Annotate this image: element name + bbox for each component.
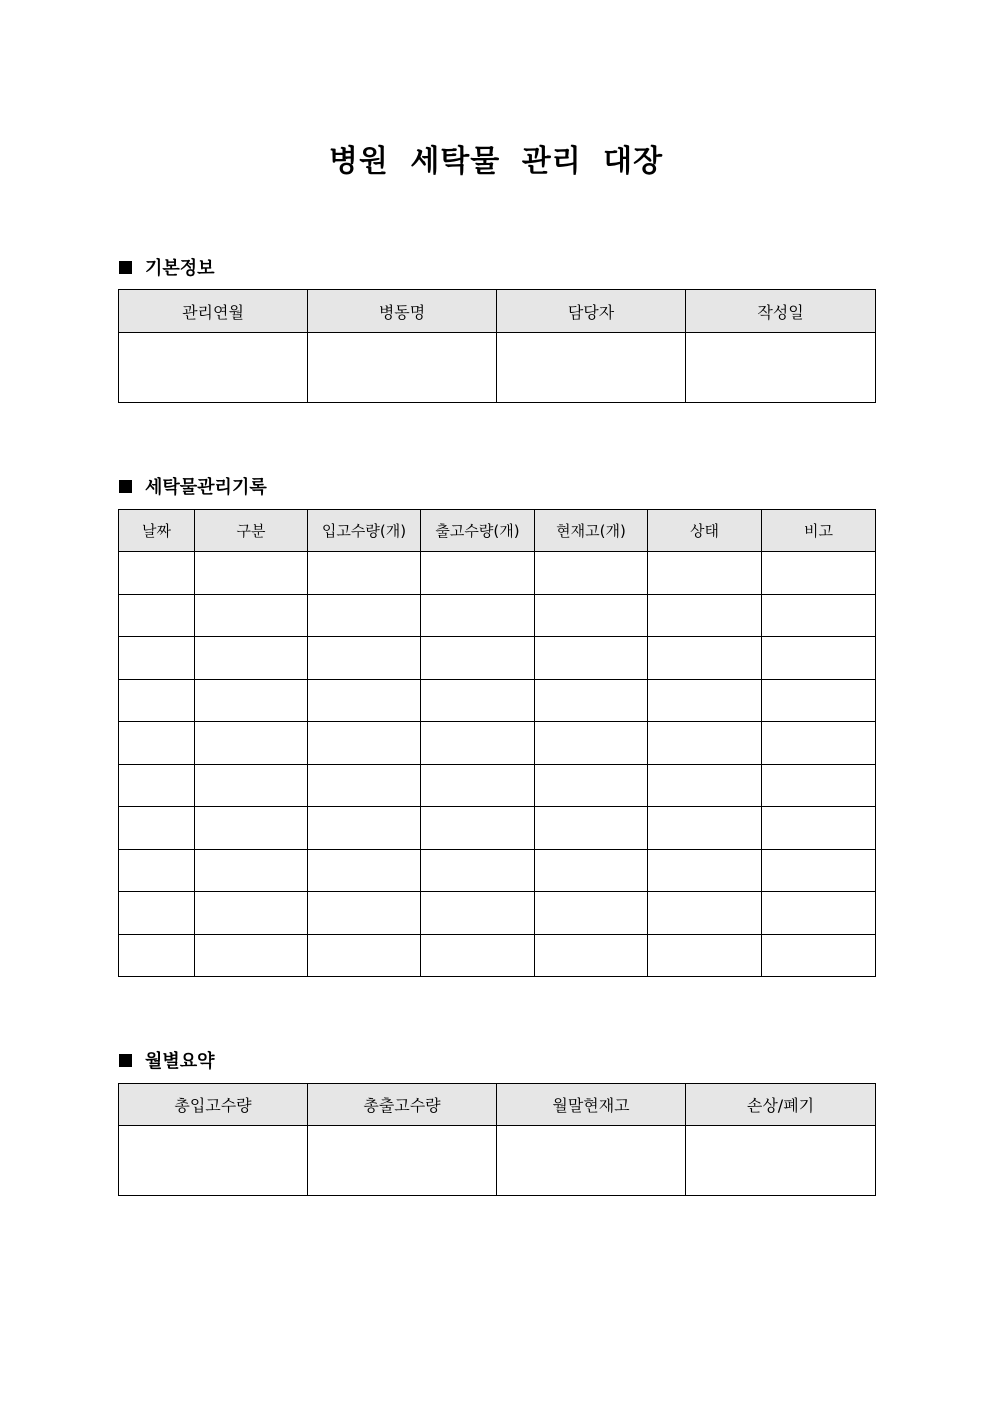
square-bullet-icon [119, 1054, 132, 1067]
square-bullet-icon [119, 480, 132, 493]
input-cell[interactable] [535, 764, 648, 807]
input-cell[interactable] [497, 1126, 686, 1196]
section-heading-records-label: 세탁물관리기록 [145, 477, 267, 498]
input-cell[interactable] [535, 637, 648, 680]
input-cell[interactable] [535, 552, 648, 595]
input-cell[interactable] [648, 764, 762, 807]
table-row [119, 552, 876, 595]
input-cell[interactable] [308, 552, 421, 595]
laundry-record-table [118, 509, 876, 977]
table-row [119, 934, 876, 977]
input-cell[interactable] [308, 849, 421, 892]
input-cell[interactable] [421, 552, 535, 595]
input-cell[interactable] [308, 764, 421, 807]
table-row [119, 892, 876, 935]
input-cell[interactable] [195, 892, 308, 935]
input-cell[interactable] [119, 1126, 308, 1196]
input-cell[interactable] [686, 333, 876, 403]
input-cell[interactable] [195, 807, 308, 850]
input-cell[interactable] [195, 594, 308, 637]
column-header: 구분 [195, 510, 308, 552]
column-header: 작성일 [686, 290, 876, 333]
input-cell[interactable] [119, 764, 195, 807]
input-cell[interactable] [762, 679, 876, 722]
input-cell[interactable] [421, 807, 535, 850]
column-header: 손상/폐기 [686, 1084, 876, 1126]
monthly-summary-table [118, 1083, 876, 1196]
column-header: 담당자 [497, 290, 686, 333]
table-row [119, 807, 876, 850]
input-cell[interactable] [535, 594, 648, 637]
column-header: 입고수량(개) [308, 510, 421, 552]
input-cell[interactable] [535, 849, 648, 892]
input-cell[interactable] [421, 637, 535, 680]
input-cell[interactable] [762, 594, 876, 637]
column-header: 날짜 [119, 510, 195, 552]
column-header: 비고 [762, 510, 876, 552]
input-cell[interactable] [308, 892, 421, 935]
column-header: 월말현재고 [497, 1084, 686, 1126]
input-cell[interactable] [762, 637, 876, 680]
input-cell[interactable] [762, 552, 876, 595]
column-header: 출고수량(개) [421, 510, 535, 552]
input-cell[interactable] [308, 594, 421, 637]
column-header: 병동명 [308, 290, 497, 333]
input-cell[interactable] [535, 934, 648, 977]
input-cell[interactable] [762, 807, 876, 850]
input-cell[interactable] [119, 333, 308, 403]
input-cell[interactable] [308, 722, 421, 765]
input-cell[interactable] [648, 892, 762, 935]
input-cell[interactable] [308, 934, 421, 977]
column-header: 상태 [648, 510, 762, 552]
input-cell[interactable] [762, 934, 876, 977]
input-cell[interactable] [421, 679, 535, 722]
square-bullet-icon [119, 261, 132, 274]
table-row [119, 764, 876, 807]
input-cell[interactable] [421, 934, 535, 977]
column-header: 현재고(개) [535, 510, 648, 552]
input-cell[interactable] [421, 722, 535, 765]
input-cell[interactable] [308, 1126, 497, 1196]
table-row [119, 1126, 876, 1196]
column-header: 관리연월 [119, 290, 308, 333]
input-cell[interactable] [762, 764, 876, 807]
input-cell[interactable] [119, 552, 195, 595]
basic-info-table [118, 289, 876, 403]
input-cell[interactable] [195, 679, 308, 722]
input-cell[interactable] [762, 722, 876, 765]
input-cell[interactable] [421, 892, 535, 935]
section-heading-records [119, 473, 267, 499]
input-cell[interactable] [535, 679, 648, 722]
table-row [119, 594, 876, 637]
input-cell[interactable] [119, 722, 195, 765]
column-header: 총입고수량 [119, 1084, 308, 1126]
input-cell[interactable] [648, 594, 762, 637]
input-cell[interactable] [421, 764, 535, 807]
column-header: 총출고수량 [308, 1084, 497, 1126]
table-header-row [119, 1084, 876, 1126]
input-cell[interactable] [119, 807, 195, 850]
input-cell[interactable] [308, 679, 421, 722]
table-header-row [119, 290, 876, 333]
input-cell[interactable] [421, 594, 535, 637]
input-cell[interactable] [648, 679, 762, 722]
input-cell[interactable] [195, 934, 308, 977]
input-cell[interactable] [648, 552, 762, 595]
input-cell[interactable] [308, 807, 421, 850]
input-cell[interactable] [195, 764, 308, 807]
section-heading-basic-label: 기본정보 [145, 258, 215, 279]
input-cell[interactable] [421, 849, 535, 892]
page-title: 병원 세탁물 관리 대장 [328, 144, 664, 179]
input-cell[interactable] [119, 892, 195, 935]
table-header-row [119, 510, 876, 552]
input-cell[interactable] [195, 849, 308, 892]
input-cell[interactable] [195, 722, 308, 765]
input-cell[interactable] [535, 892, 648, 935]
input-cell[interactable] [195, 637, 308, 680]
input-cell[interactable] [686, 1126, 876, 1196]
input-cell[interactable] [308, 333, 497, 403]
input-cell[interactable] [119, 849, 195, 892]
table-row [119, 679, 876, 722]
input-cell[interactable] [648, 807, 762, 850]
input-cell[interactable] [762, 892, 876, 935]
input-cell[interactable] [535, 722, 648, 765]
section-heading-basic [119, 254, 215, 280]
input-cell[interactable] [119, 679, 195, 722]
section-heading-summary [119, 1047, 215, 1073]
input-cell[interactable] [648, 849, 762, 892]
input-cell[interactable] [119, 934, 195, 977]
section-heading-summary-label: 월별요약 [145, 1051, 215, 1072]
input-cell[interactable] [308, 637, 421, 680]
input-cell[interactable] [648, 934, 762, 977]
table-row [119, 849, 876, 892]
input-cell[interactable] [648, 637, 762, 680]
input-cell[interactable] [648, 722, 762, 765]
input-cell[interactable] [119, 637, 195, 680]
input-cell[interactable] [762, 849, 876, 892]
input-cell[interactable] [119, 594, 195, 637]
input-cell[interactable] [195, 552, 308, 595]
table-row [119, 637, 876, 680]
input-cell[interactable] [535, 807, 648, 850]
table-row [119, 722, 876, 765]
table-row [119, 333, 876, 403]
input-cell[interactable] [497, 333, 686, 403]
